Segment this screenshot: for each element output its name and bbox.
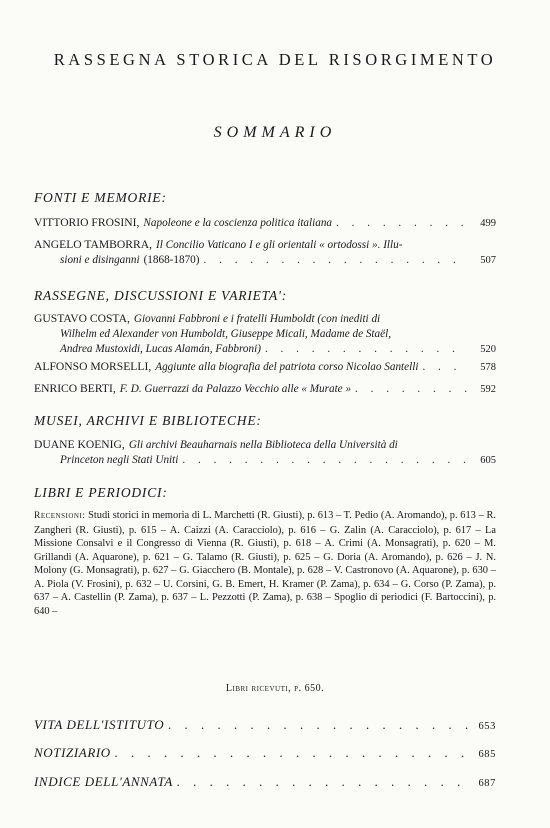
entry-title: Aggiunte alla biografia del patriota corso Nicolao Santelli bbox=[155, 361, 419, 373]
entry-title-continued: Princeton negli Stati Uniti bbox=[60, 454, 179, 466]
entry-page: 592 bbox=[480, 384, 496, 395]
entry-title: Il Concilio Vaticano I e gli orientali « ortodossi ». Illu- bbox=[156, 239, 403, 251]
entry-title: Napoleone e la coscienza politica italiana bbox=[143, 217, 333, 229]
toc-entry[interactable] bbox=[34, 311, 496, 357]
books-received bbox=[0, 683, 550, 694]
entry-title: Giovanni Fabbroni e i fratelli Humboldt (con inediti di bbox=[133, 313, 381, 325]
entry-page: 499 bbox=[480, 218, 496, 229]
dot-leaders bbox=[422, 360, 468, 375]
toc-entry[interactable] bbox=[34, 237, 496, 268]
entry-page: 507 bbox=[480, 255, 496, 266]
entry-title: Gli archivi Beauharnais nella Biblioteca della Università di bbox=[128, 439, 398, 451]
reviews-paragraph bbox=[34, 509, 496, 618]
entry-author: GUSTAVO COSTA, bbox=[34, 312, 130, 325]
reviews-text: Studi storici in memoria di L. Marchetti (R. Giusti), p. 613 – T. Pedio (A. Aromando), p. 613 – R. Zangheri (R. Giusti), p. 615 – A. Caizzi (A. Caracciolo), p. 616 – G. Zalin (A. Caracciolo), p. 617 – La Missione Consalvi e il Congresso di Vienna (R. Giusti), p. 618 – A. Crimi (A. Monsagrati), p. 620 – M. Grillandi (A. Aquarone), p. 621 – G. Talamo (R. Giusti), p. 625 – G. Doria (A. Aromando), p. 626 – J. N. Molony (G. Monsagrati), p. 627 – G. Giacchero (B. Montale), p. 628 – V. Castronovo (A. Aquarone), p. 630 – A. Piola (V. Frosini), p. 632 – U. Corsini, G. B. Emert, H. Kramer (P. Zama), p. 634 – G. Corso (P. Zama), p. 637 – A. Castellin (P. Zama), p. 637 – L. Pezzotti (P. Zama), p. 638 – Spoglio di periodici (F. Bartoccini), p. 640 – bbox=[34, 510, 496, 617]
entry-dates: (1868-1870) bbox=[143, 254, 200, 266]
toc-entry[interactable] bbox=[34, 215, 496, 231]
entry-author: VITTORIO FROSINI, bbox=[34, 216, 140, 229]
dot-leaders bbox=[204, 253, 469, 268]
entry-author: ENRICO BERTI, bbox=[34, 382, 116, 395]
section-title-fonti: FONTI E MEMORIE: bbox=[34, 190, 167, 205]
entry-title: NOTIZIARIO bbox=[34, 745, 111, 760]
entry-title-continued: Andrea Mustoxidi, Lucas Alamán, Fabbroni) bbox=[60, 343, 261, 355]
toc-entry-notiziario[interactable] bbox=[34, 745, 496, 761]
entry-page: 653 bbox=[478, 721, 496, 732]
entry-title: F. D. Guerrazzi da Palazzo Vecchio alle « Murate » bbox=[119, 383, 352, 395]
entry-author: ANGELO TAMBORRA, bbox=[34, 238, 153, 251]
toc-entry[interactable] bbox=[34, 359, 496, 375]
entry-page: 685 bbox=[478, 749, 496, 760]
entry-author: ALFONSO MORSELLI, bbox=[34, 360, 152, 373]
contents-heading: SOMMARIO bbox=[213, 124, 337, 141]
entry-page: 578 bbox=[480, 362, 496, 373]
entry-page: 605 bbox=[480, 455, 496, 466]
books-received-label: Libri ricevuti, p. 650. bbox=[225, 683, 325, 694]
journal-title: RASSEGNA STORICA DEL RISORGIMENTO bbox=[53, 50, 497, 69]
section-title-musei: MUSEI, ARCHIVI E BIBLIOTECHE: bbox=[34, 413, 262, 428]
dot-leaders bbox=[115, 745, 468, 761]
dot-leaders bbox=[182, 453, 468, 468]
toc-entry[interactable] bbox=[34, 381, 496, 397]
entry-author: DUANE KOENIG, bbox=[34, 438, 125, 451]
section-title-libri: LIBRI E PERIODICI: bbox=[34, 485, 168, 500]
dot-leaders bbox=[355, 382, 468, 397]
entry-title: INDICE DELL'ANNATA bbox=[34, 774, 173, 789]
entry-title-continued: sioni e disinganni bbox=[60, 254, 140, 266]
entry-page: 520 bbox=[480, 344, 496, 355]
reviews-label: Recensioni: bbox=[34, 511, 86, 521]
toc-entry-indice[interactable] bbox=[34, 774, 496, 790]
toc-entry[interactable] bbox=[34, 437, 496, 468]
dot-leaders bbox=[168, 717, 468, 733]
entry-page: 687 bbox=[478, 778, 496, 789]
section-title-rassegne: RASSEGNE, DISCUSSIONI E VARIETA': bbox=[34, 288, 287, 303]
dot-leaders bbox=[177, 774, 468, 790]
dot-leaders bbox=[265, 342, 468, 357]
dot-leaders bbox=[336, 216, 468, 231]
toc-entry-vita[interactable] bbox=[34, 717, 496, 733]
entry-title: VITA DELL'ISTITUTO bbox=[34, 717, 165, 732]
entry-title-continued: Wilhelm ed Alexander von Humboldt, Giuseppe Micali, Madame de Staël, bbox=[60, 328, 391, 340]
